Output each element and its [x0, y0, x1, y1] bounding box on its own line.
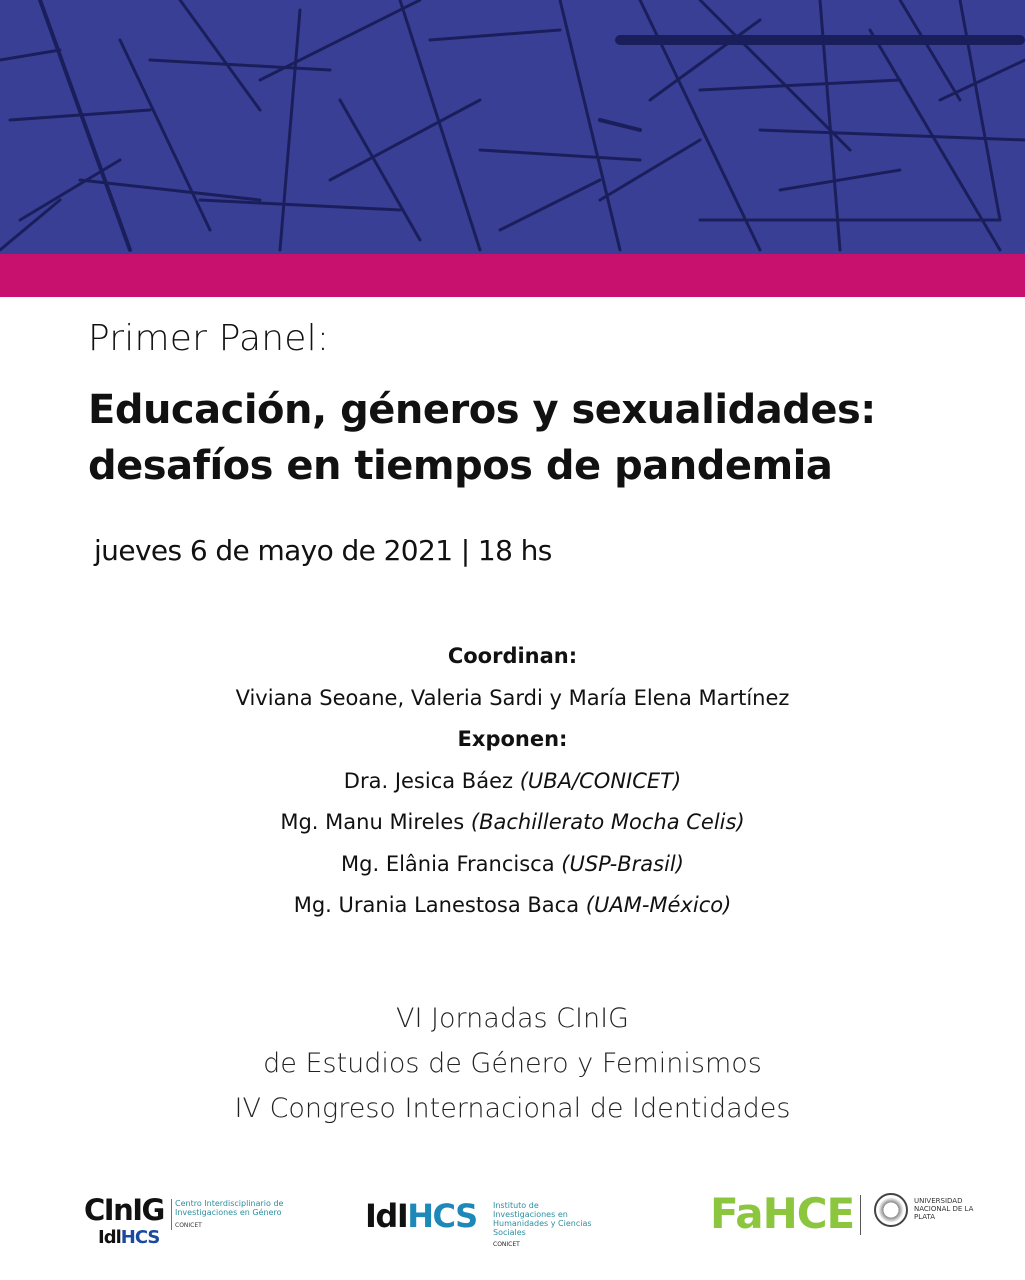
speaker-name: Mg. Elânia Francisca	[341, 851, 555, 876]
speaker-affiliation: (USP-Brasil)	[561, 851, 684, 876]
coordinators-names: Viviana Seoane, Valeria Sardi y María Elena Martínez	[235, 685, 790, 710]
abstract-lines-artwork	[0, 0, 1025, 254]
logo-divider	[860, 1195, 861, 1235]
cinig-wordmark: CInIG	[84, 1193, 164, 1227]
idihcs-description	[493, 1201, 593, 1249]
event-title	[88, 382, 876, 494]
footer-line-2: de Estudios de Género y Feminismos	[263, 1048, 762, 1079]
footer-line-1: VI Jornadas CInIG	[396, 1003, 629, 1034]
speaker-affiliation: (Bachillerato Mocha Celis)	[470, 810, 745, 834]
coordinators-label: Coordinan:	[447, 644, 578, 668]
idihcs-wordmark	[365, 1199, 477, 1233]
logos-row	[0, 1185, 1025, 1255]
cinig-description	[171, 1199, 285, 1230]
cinig-description-text: Centro Interdisciplinario de Investigaciones en Género	[175, 1199, 284, 1217]
speaker-item	[0, 802, 1025, 844]
cinig-subword-b: HCS	[120, 1227, 160, 1248]
credits-block	[0, 636, 1025, 927]
cinig-subword-a: Idl	[98, 1227, 121, 1248]
cinig-subword	[98, 1227, 159, 1248]
idihcs-logo	[365, 1197, 592, 1248]
footer-line-3: IV Congreso Internacional de Identidades	[234, 1093, 791, 1124]
idihcs-org: CONICET	[493, 1241, 520, 1248]
conference-footer	[0, 996, 1025, 1131]
speaker-item	[0, 885, 1025, 927]
speaker-name: Mg. Urania Lanestosa Baca	[293, 893, 580, 917]
fahce-logo	[710, 1189, 974, 1238]
speaker-name: Mg. Manu Mireles	[280, 810, 465, 834]
event-title-line-1: Educación, géneros y sexualidades:	[88, 387, 876, 433]
idihcs-word-b: HCS	[407, 1197, 477, 1235]
unlp-seal-icon	[874, 1193, 908, 1227]
idihcs-description-text: Instituto de Investigaciones en Humanidades y Ciencias Sociales	[493, 1201, 592, 1237]
speakers-label: Exponen:	[457, 727, 568, 751]
speaker-name: Dra. Jesica Báez	[343, 768, 514, 793]
speaker-affiliation: (UAM-México)	[585, 893, 732, 917]
cinig-logo	[84, 1193, 284, 1248]
idihcs-word-a: IdI	[365, 1197, 408, 1235]
unlp-name: UNIVERSIDAD NACIONAL DE LA PLATA	[914, 1197, 974, 1221]
magenta-stripe	[0, 254, 1025, 297]
cinig-org: CONICET	[175, 1222, 202, 1229]
header-banner	[0, 0, 1025, 254]
speaker-affiliation: (UBA/CONICET)	[519, 768, 682, 793]
speaker-item	[0, 761, 1025, 803]
speaker-item	[0, 844, 1025, 886]
panel-kicker: Primer Panel:	[88, 318, 330, 359]
event-title-line-2: desafíos en tiempos de pandemia	[88, 443, 833, 489]
fahce-wordmark: FaHCE	[710, 1189, 855, 1238]
event-date: jueves 6 de mayo de 2021 | 18 hs	[94, 534, 552, 567]
